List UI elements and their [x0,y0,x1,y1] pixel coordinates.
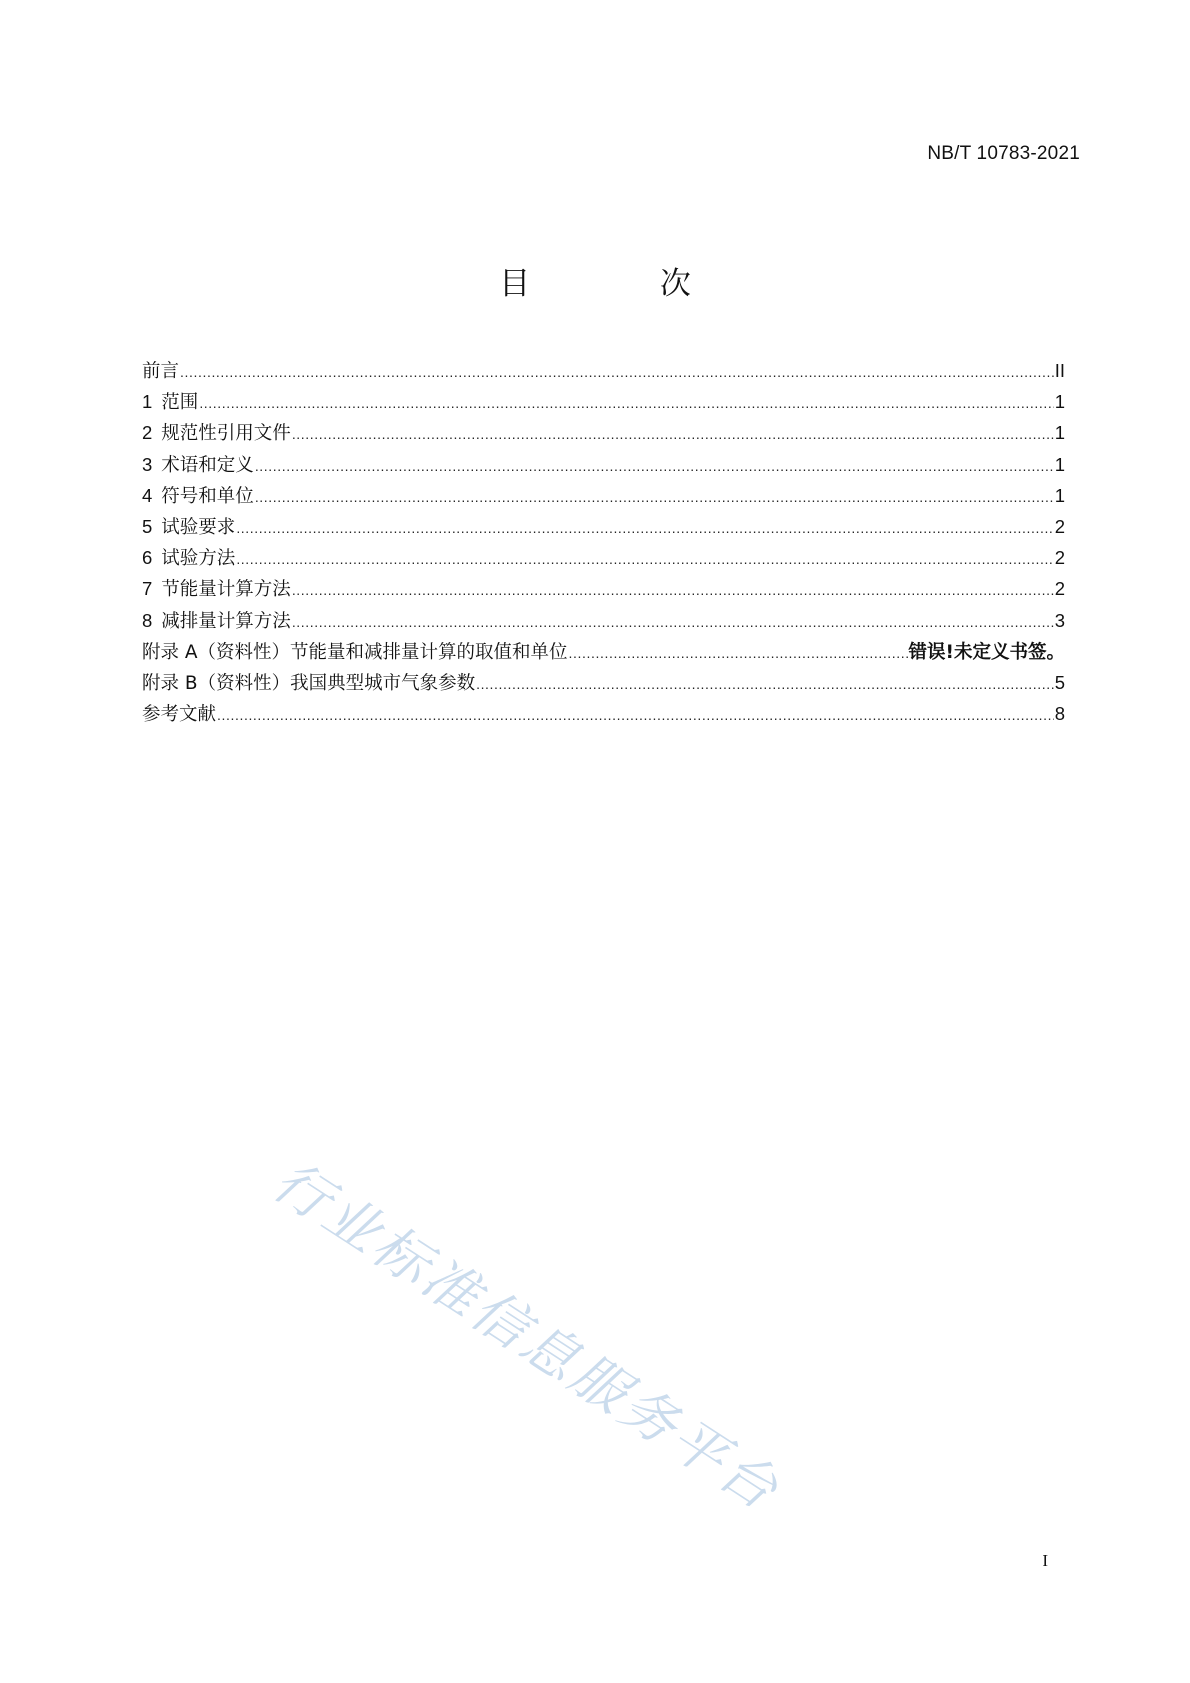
toc-entry-title: 试验方法 [161,548,236,570]
toc-entry-page: 1 [1054,453,1065,475]
toc-entry-symbols-units[interactable] [142,482,1065,513]
toc-entry-page: 2 [1054,547,1065,569]
toc-entry-number: 1 [142,391,153,413]
dot-leader [236,520,1053,536]
toc-entry-number: 3 [142,453,153,475]
dot-leader [292,614,1054,630]
toc-entry-page: 3 [1054,609,1065,631]
toc-entry-test-methods[interactable] [142,544,1065,575]
toc-entry-title: 规范性引用文件 [161,423,291,445]
toc-entry-title: 前言 [142,361,180,382]
toc-entry-foreword[interactable] [142,357,1065,388]
toc-entry-number: 8 [142,609,153,631]
toc-entry-title: 符号和单位 [161,485,254,507]
toc-entry-title: 附录 A（资料性）节能量和减排量计算的取值和单位 [142,641,568,663]
toc-entry-number: 4 [142,484,153,506]
table-of-contents [142,357,1065,731]
toc-entry-title: 节能量计算方法 [161,579,291,601]
toc-entry-page: 2 [1054,578,1065,600]
toc-entry-page: 1 [1054,484,1065,506]
dot-leader [569,645,908,661]
toc-entry-title: 减排量计算方法 [161,610,291,632]
toc-entry-title: 试验要求 [161,516,236,538]
toc-entry-test-requirements[interactable] [142,513,1065,544]
dot-leader [476,676,1054,692]
toc-entry-appendix-a[interactable] [142,638,1065,669]
watermark: 行业标准信息服务平台 [262,1148,792,1524]
dot-leader [292,426,1054,442]
toc-entry-appendix-b[interactable] [142,669,1065,700]
toc-entry-bibliography[interactable] [142,700,1065,731]
toc-entry-emission-reduction-calculation[interactable] [142,607,1065,638]
toc-entry-page: 1 [1054,422,1065,444]
toc-entry-title: 范围 [161,392,199,414]
page-number: I [1042,1551,1048,1570]
dot-leader [255,458,1054,474]
toc-entry-number: 7 [142,578,153,600]
toc-entry-number: 6 [142,547,153,569]
toc-entry-page: 8 [1054,703,1065,725]
toc-entry-energy-saving-calculation[interactable] [142,575,1065,606]
dot-leader [292,582,1054,598]
dot-leader [236,551,1053,567]
toc-entry-page: 2 [1054,515,1065,537]
toc-entry-title: 附录 B（资料性）我国典型城市气象参数 [142,672,476,694]
toc-heading: 目 次 [499,266,751,302]
toc-entry-title: 参考文献 [142,704,217,726]
toc-entry-number: 2 [142,422,153,444]
standard-code: NB/T 10783-2021 [927,143,1080,164]
toc-entry-scope[interactable] [142,388,1065,419]
toc-entry-page: II [1054,360,1065,381]
dot-leader [217,707,1054,723]
toc-entry-page: 5 [1054,671,1065,693]
toc-entry-page: 1 [1054,391,1065,413]
toc-entry-terms-definitions[interactable] [142,451,1065,482]
toc-entry-title: 术语和定义 [161,454,254,476]
dot-leader [255,489,1054,505]
toc-entry-normative-references[interactable] [142,419,1065,450]
dot-leader [199,395,1053,411]
dot-leader [180,364,1054,380]
toc-entry-number: 5 [142,515,153,537]
toc-entry-page-error: 错误!未定义书签。 [908,641,1065,663]
